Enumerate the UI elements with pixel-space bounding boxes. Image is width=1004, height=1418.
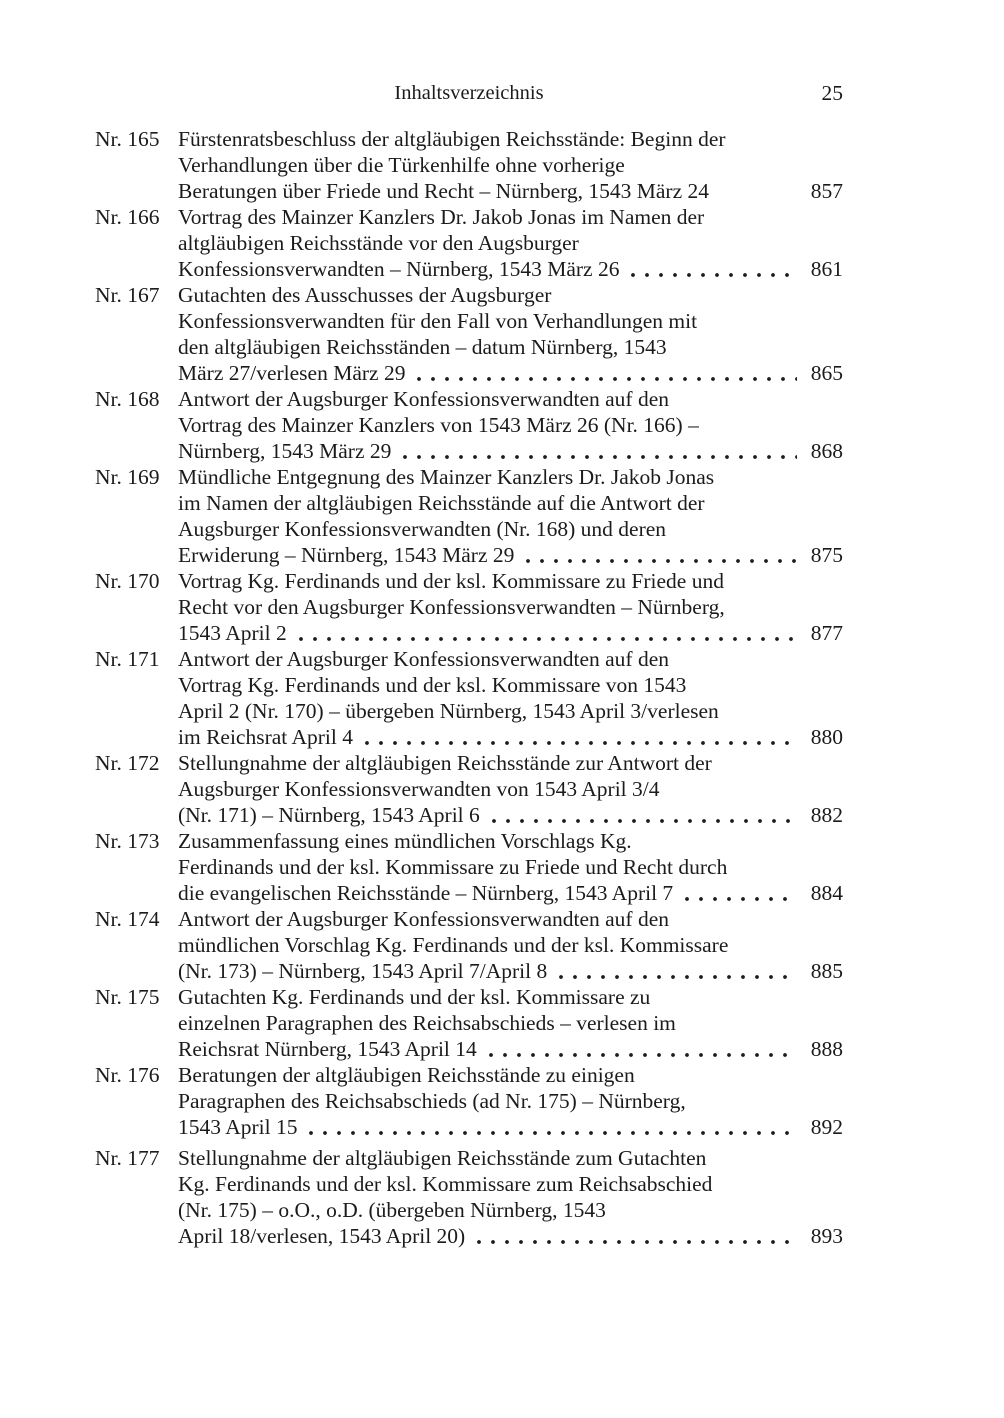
entry-text <box>178 126 843 204</box>
toc-entry <box>95 126 843 204</box>
entry-line <box>178 724 843 750</box>
entry-line: Paragraphen des Reichsabschieds (ad Nr. 175) – Nürnberg, <box>178 1089 686 1113</box>
entry-page-ref: 884 <box>810 881 843 905</box>
entry-page-ref: 893 <box>810 1224 843 1248</box>
entry-line-text: (Nr. 171) – Nürnberg, 1543 April 6 <box>178 803 480 827</box>
entry-line <box>178 178 843 204</box>
entry-number: Nr. 173 <box>95 829 160 853</box>
dot-leader <box>484 1036 797 1062</box>
entry-number: Nr. 171 <box>95 647 160 671</box>
entry-line-text: April 18/verlesen, 1543 April 20) <box>178 1224 466 1248</box>
entry-line-text: Nürnberg, 1543 März 29 <box>178 439 392 463</box>
entry-line <box>178 1223 843 1249</box>
toc-entry <box>95 984 843 1062</box>
dot-leader <box>554 958 797 984</box>
entry-number: Nr. 177 <box>95 1146 160 1170</box>
entry-line-text: März 27/verlesen März 29 <box>178 361 406 385</box>
entry-number: Nr. 176 <box>95 1063 160 1087</box>
entry-page-ref: 882 <box>810 803 843 827</box>
entry-line-text: Reichsrat Nürnberg, 1543 April 14 <box>178 1037 477 1061</box>
toc-entry <box>95 204 843 282</box>
dot-leader <box>412 360 797 386</box>
entry-line-text: Erwiderung – Nürnberg, 1543 März 29 <box>178 543 515 567</box>
entry-text <box>178 204 843 282</box>
dot-leader <box>487 802 797 828</box>
entry-line: im Namen der altgläubigen Reichsstände auf die Antwort der <box>178 491 705 515</box>
entry-line: den altgläubigen Reichsständen – datum Nürnberg, 1543 <box>178 335 667 359</box>
entry-line: altgläubigen Reichsstände vor den Augsburger <box>178 231 579 255</box>
entry-line <box>178 1114 843 1140</box>
entry-text <box>178 984 843 1062</box>
entry-line <box>178 360 843 386</box>
entry-line: Beratungen der altgläubigen Reichsstände zu einigen <box>178 1063 635 1087</box>
entry-line <box>178 802 843 828</box>
entry-page-ref: 885 <box>810 959 843 983</box>
toc-entry <box>95 750 843 828</box>
entry-line: Kg. Ferdinands und der ksl. Kommissare zum Reichsabschied <box>178 1172 713 1196</box>
entry-line: Antwort der Augsburger Konfessionsverwandten auf den <box>178 647 670 671</box>
entry-line <box>178 958 843 984</box>
entry-line: Ferdinands und der ksl. Kommissare zu Friede und Recht durch <box>178 855 728 879</box>
entry-line <box>178 256 843 282</box>
entry-line: Mündliche Entgegnung des Mainzer Kanzlers Dr. Jakob Jonas <box>178 465 715 489</box>
entry-page-ref: 875 <box>810 543 843 567</box>
entry-line-text: (Nr. 173) – Nürnberg, 1543 April 7/April 8 <box>178 959 548 983</box>
entry-text <box>178 828 843 906</box>
dot-leader <box>521 542 797 568</box>
entry-line: Augsburger Konfessionsverwandten (Nr. 168) und deren <box>178 517 667 541</box>
page-number: 25 <box>821 81 843 105</box>
entry-page-ref: 892 <box>810 1115 843 1139</box>
entry-page-ref: 880 <box>810 725 843 749</box>
entry-page-ref: 888 <box>810 1037 843 1061</box>
entry-line: Vortrag des Mainzer Kanzlers Dr. Jakob Jonas im Namen der <box>178 205 705 229</box>
entry-line: Gutachten Kg. Ferdinands und der ksl. Kommissare zu <box>178 985 651 1009</box>
page-content <box>95 80 843 1249</box>
entry-line-text: 1543 April 15 <box>178 1115 298 1139</box>
entry-line <box>178 1036 843 1062</box>
entry-page-ref: 877 <box>810 621 843 645</box>
entry-text <box>178 1145 843 1249</box>
entry-number: Nr. 174 <box>95 907 160 931</box>
dot-leader <box>398 438 797 464</box>
entry-number: Nr. 167 <box>95 283 160 307</box>
entry-line: Vortrag Kg. Ferdinands und der ksl. Kommissare von 1543 <box>178 673 687 697</box>
entry-line: einzelnen Paragraphen des Reichsabschieds – verlesen im <box>178 1011 676 1035</box>
entry-number: Nr. 165 <box>95 127 160 151</box>
entry-line: Zusammenfassung eines mündlichen Vorschlags Kg. <box>178 829 632 853</box>
page-header <box>95 80 843 106</box>
dot-leader <box>626 256 797 282</box>
dot-leader <box>360 724 797 750</box>
dot-leader <box>472 1223 797 1249</box>
entry-line <box>178 542 843 568</box>
dot-leader <box>680 880 797 906</box>
entry-line: mündlichen Vorschlag Kg. Ferdinands und der ksl. Kommissare <box>178 933 729 957</box>
entry-line: Augsburger Konfessionsverwandten von 1543 April 3/4 <box>178 777 660 801</box>
entry-line: Konfessionsverwandten für den Fall von Verhandlungen mit <box>178 309 698 333</box>
entry-line: (Nr. 175) – o.O., o.D. (übergeben Nürnberg, 1543 <box>178 1198 606 1222</box>
toc-entry <box>95 646 843 750</box>
entry-number: Nr. 166 <box>95 205 160 229</box>
entry-line <box>178 438 843 464</box>
toc-entry <box>95 828 843 906</box>
running-title: Inhaltsverzeichnis <box>394 82 544 104</box>
entry-number: Nr. 175 <box>95 985 160 1009</box>
entry-text <box>178 906 843 984</box>
entry-line: Antwort der Augsburger Konfessionsverwandten auf den <box>178 907 670 931</box>
entry-line: Fürstenratsbeschluss der altgläubigen Reichsstände: Beginn der <box>178 127 726 151</box>
toc-entry <box>95 1062 843 1140</box>
entry-line: April 2 (Nr. 170) – übergeben Nürnberg, 1543 April 3/verlesen <box>178 699 719 723</box>
entry-page-ref: 857 <box>810 179 843 203</box>
entry-line-text: Beratungen über Friede und Recht – Nürnberg, 1543 März 24 <box>178 179 709 203</box>
dot-leader <box>294 620 797 646</box>
toc-entry <box>95 568 843 646</box>
toc-entry <box>95 282 843 386</box>
entry-text <box>178 1062 843 1140</box>
dot-leader <box>716 178 797 204</box>
table-of-contents <box>95 126 843 1249</box>
entry-line <box>178 880 843 906</box>
entry-text <box>178 646 843 750</box>
entry-line: Antwort der Augsburger Konfessionsverwandten auf den <box>178 387 670 411</box>
entry-line: Recht vor den Augsburger Konfessionsverwandten – Nürnberg, <box>178 595 725 619</box>
entry-text <box>178 386 843 464</box>
entry-text <box>178 568 843 646</box>
dot-leader <box>304 1114 797 1140</box>
entry-line: Vortrag des Mainzer Kanzlers von 1543 März 26 (Nr. 166) – <box>178 413 699 437</box>
toc-entry <box>95 386 843 464</box>
entry-line: Gutachten des Ausschusses der Augsburger <box>178 283 552 307</box>
entry-line: Stellungnahme der altgläubigen Reichsstände zum Gutachten <box>178 1146 707 1170</box>
entry-number: Nr. 169 <box>95 465 160 489</box>
entry-line-text: im Reichsrat April 4 <box>178 725 353 749</box>
entry-line-text: die evangelischen Reichsstände – Nürnberg, 1543 April 7 <box>178 881 674 905</box>
toc-entry <box>95 1145 843 1249</box>
entry-number: Nr. 172 <box>95 751 160 775</box>
entry-page-ref: 868 <box>810 439 843 463</box>
toc-entry <box>95 464 843 568</box>
entry-line: Stellungnahme der altgläubigen Reichsstände zur Antwort der <box>178 751 712 775</box>
entry-text <box>178 282 843 386</box>
toc-entry <box>95 906 843 984</box>
entry-line: Verhandlungen über die Türkenhilfe ohne vorherige <box>178 153 625 177</box>
entry-text <box>178 464 843 568</box>
entry-line <box>178 620 843 646</box>
entry-line-text: Konfessionsverwandten – Nürnberg, 1543 März 26 <box>178 257 620 281</box>
entry-number: Nr. 168 <box>95 387 160 411</box>
entry-line: Vortrag Kg. Ferdinands und der ksl. Kommissare zu Friede und <box>178 569 724 593</box>
entry-number: Nr. 170 <box>95 569 160 593</box>
entry-page-ref: 861 <box>810 257 843 281</box>
entry-line-text: 1543 April 2 <box>178 621 287 645</box>
entry-page-ref: 865 <box>810 361 843 385</box>
entry-text <box>178 750 843 828</box>
